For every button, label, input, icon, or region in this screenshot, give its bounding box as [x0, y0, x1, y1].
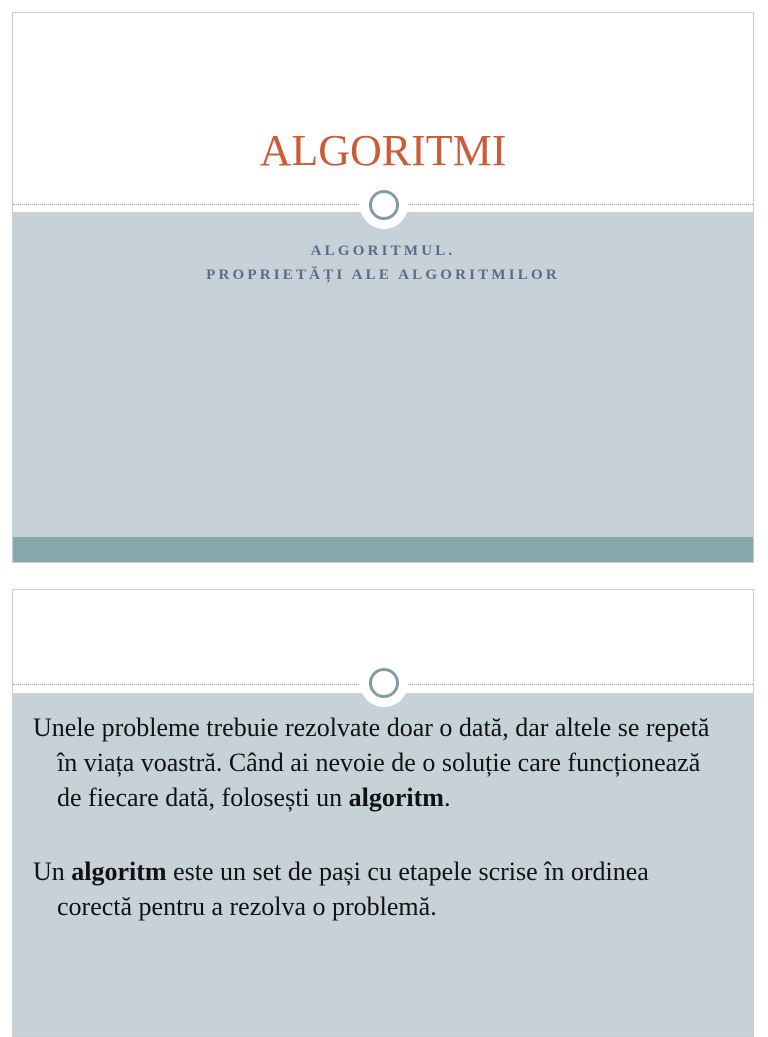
slide-title: ALGORITMI [259, 126, 507, 175]
paragraph-1-bold-term: algoritm [348, 783, 444, 812]
subtitle-line-1: ALGORITMUL. [310, 243, 456, 259]
paragraph-2-bold-term: algoritm [71, 857, 167, 886]
title-slide [12, 12, 754, 563]
divider-circle-icon [360, 659, 408, 707]
content-slide [12, 589, 754, 1037]
paragraph-2 [33, 854, 723, 924]
footer-band [13, 537, 753, 563]
paragraph-2-text: este un set de pași cu etapele scrise în ordinea corectă pentru a rezolva o problemă. [57, 857, 649, 921]
paragraph-1 [33, 710, 723, 815]
paragraph-2-start: Un [33, 857, 72, 886]
subtitle-line-2: PROPRIETĂȚI ALE ALGORITMILOR [206, 267, 560, 283]
paragraph-1-text: Unele probleme trebuie rezolvate doar o dată, dar altele se repetă în viața voastră. Când ai nevoie de o soluție care funcționează de fiecare dată, folosești un [33, 713, 710, 812]
divider-circle-icon [360, 181, 408, 229]
paragraph-1-end: . [443, 783, 451, 812]
